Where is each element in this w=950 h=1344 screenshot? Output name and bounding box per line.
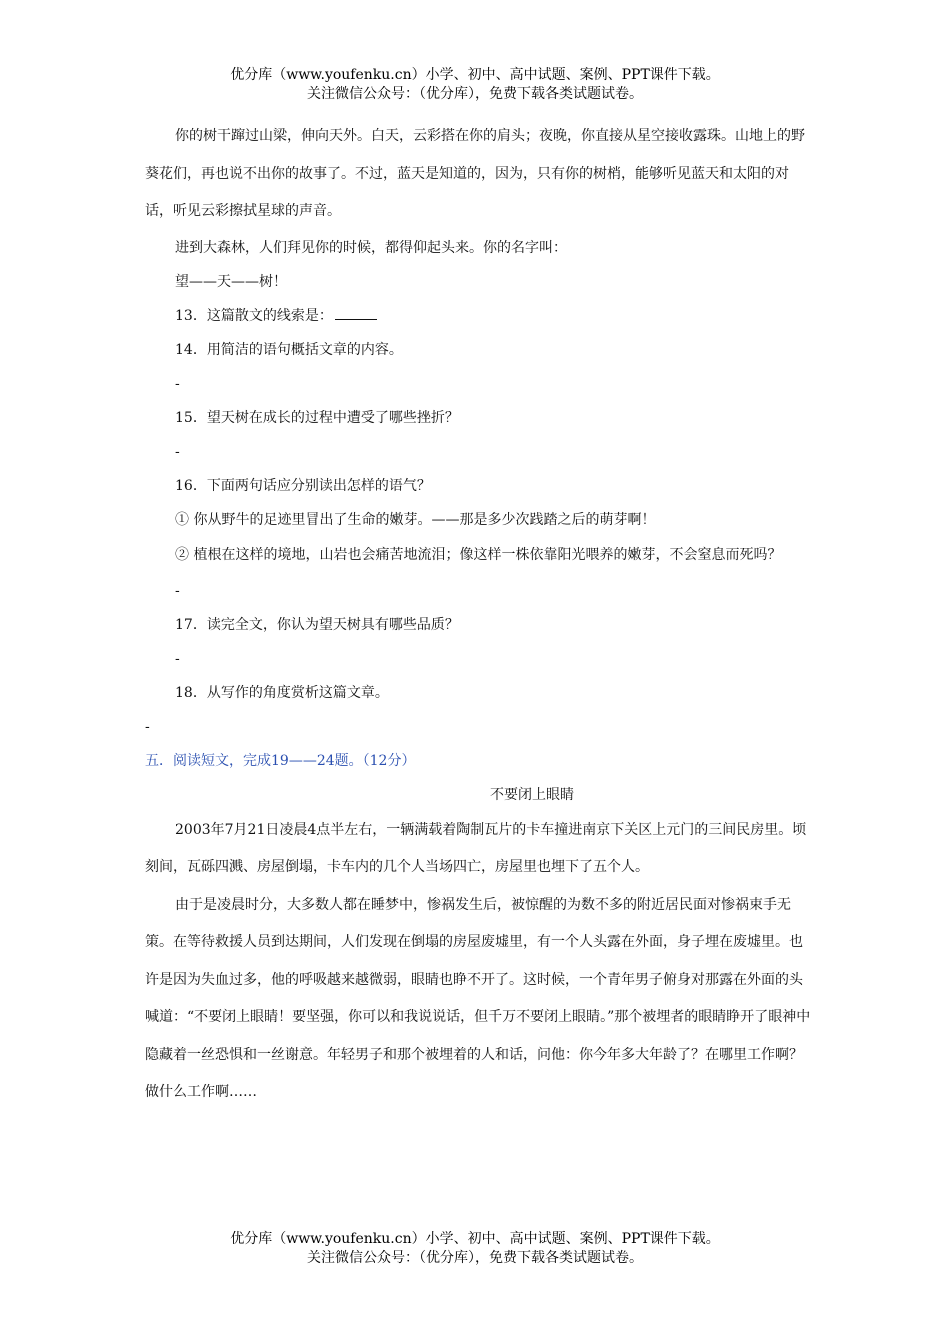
answer-dash: - (175, 375, 180, 392)
question-18: 18．从写作的角度赏析这篇文章。 (175, 684, 389, 701)
question-13 (145, 299, 813, 333)
passage-paragraph-1: 你的树干蹿过山梁，伸向天外。白天，云彩搭在你的肩头；夜晚，你直接从星空接收露珠。山地上的野葵花们，再也说不出你的故事了。不过，蓝天是知道的，因为，只有你的树梢，能够听见蓝天和太阳的对话，听见云彩擦拭星球的声音。 (145, 128, 805, 219)
answer-dash: - (175, 650, 180, 667)
passage-paragraph-3: 望——天——树！ (175, 273, 287, 290)
question-17: 17．读完全文，你认为望天树具有哪些品质？ (175, 616, 459, 633)
question-16-sentence-2: ② 植根在这样的境地，山岩也会痛苦地流泪；像这样一株依靠阳光喂养的嫩芽，不会窒息而死吗？ (175, 546, 782, 563)
answer-dash: - (175, 443, 180, 460)
answer-dash: - (145, 718, 150, 735)
header-line-2: 关注微信公众号：（优分库），免费下载各类试题试卷。 (307, 86, 643, 102)
answer-dash: - (175, 582, 180, 599)
document-body (145, 118, 813, 1112)
footer-line-1: 优分库（www.youfenku.cn）小学、初中、高中试题、案例、PPT课件下载。 (230, 1231, 720, 1247)
page-footer (0, 1230, 950, 1268)
question-16-sentence-1: ① 你从野牛的足迹里冒出了生命的嫩芽。——那是多少次践踏之后的萌芽啊！ (175, 511, 656, 528)
page-header (0, 66, 950, 104)
question-16: 16．下面两句话应分别读出怎样的语气？ (175, 477, 431, 494)
header-line-1: 优分库（www.youfenku.cn）小学、初中、高中试题、案例、PPT课件下载。 (230, 67, 720, 83)
passage-paragraph-2: 进到大森林，人们拜见你的时候，都得仰起头来。你的名字叫： (175, 239, 567, 256)
article-paragraph-2: 由于是凌晨时分，大多数人都在睡梦中，惨祸发生后，被惊醒的为数不多的附近居民面对惨祸束手无策。在等待救援人员到达期间，人们发现在倒塌的房屋废墟里，有一个人头露在外面，身子埋在废墟里。也许是因为失血过多，他的呼吸越来越微弱，眼睛也睁不开了。这时候，一个青年男子俯身对那露在外面的头喊道：“不要闭上眼睛！要坚强，你可以和我说说话，但千万不要闭上眼睛。”那个被埋者的眼睛睁开了眼神中隐藏着一丝恐惧和一丝谢意。年轻男子和那个被埋着的人和话，问他：你今年多大年龄了？在哪里工作啊？做什么工作啊…… (145, 896, 811, 1100)
question-13-text: 13．这篇散文的线索是： (175, 307, 333, 324)
answer-blank (335, 307, 377, 320)
article-title: 不要闭上眼睛 (490, 786, 574, 803)
question-15: 15．望天树在成长的过程中遭受了哪些挫折？ (175, 409, 459, 426)
question-14: 14．用简洁的语句概括文章的内容。 (175, 341, 403, 358)
article-paragraph-1: 2003年7月21日凌晨4点半左右，一辆满载着陶制瓦片的卡车撞进南京下关区上元门的三间民房里。顷刻间，瓦砾四溅、房屋倒塌，卡车内的几个人当场四亡，房屋里也埋下了五个人。 (145, 821, 807, 875)
section-5-heading: 五．阅读短文，完成19——24题。（12分） (145, 752, 416, 769)
footer-line-2: 关注微信公众号：（优分库），免费下载各类试题试卷。 (307, 1250, 643, 1266)
